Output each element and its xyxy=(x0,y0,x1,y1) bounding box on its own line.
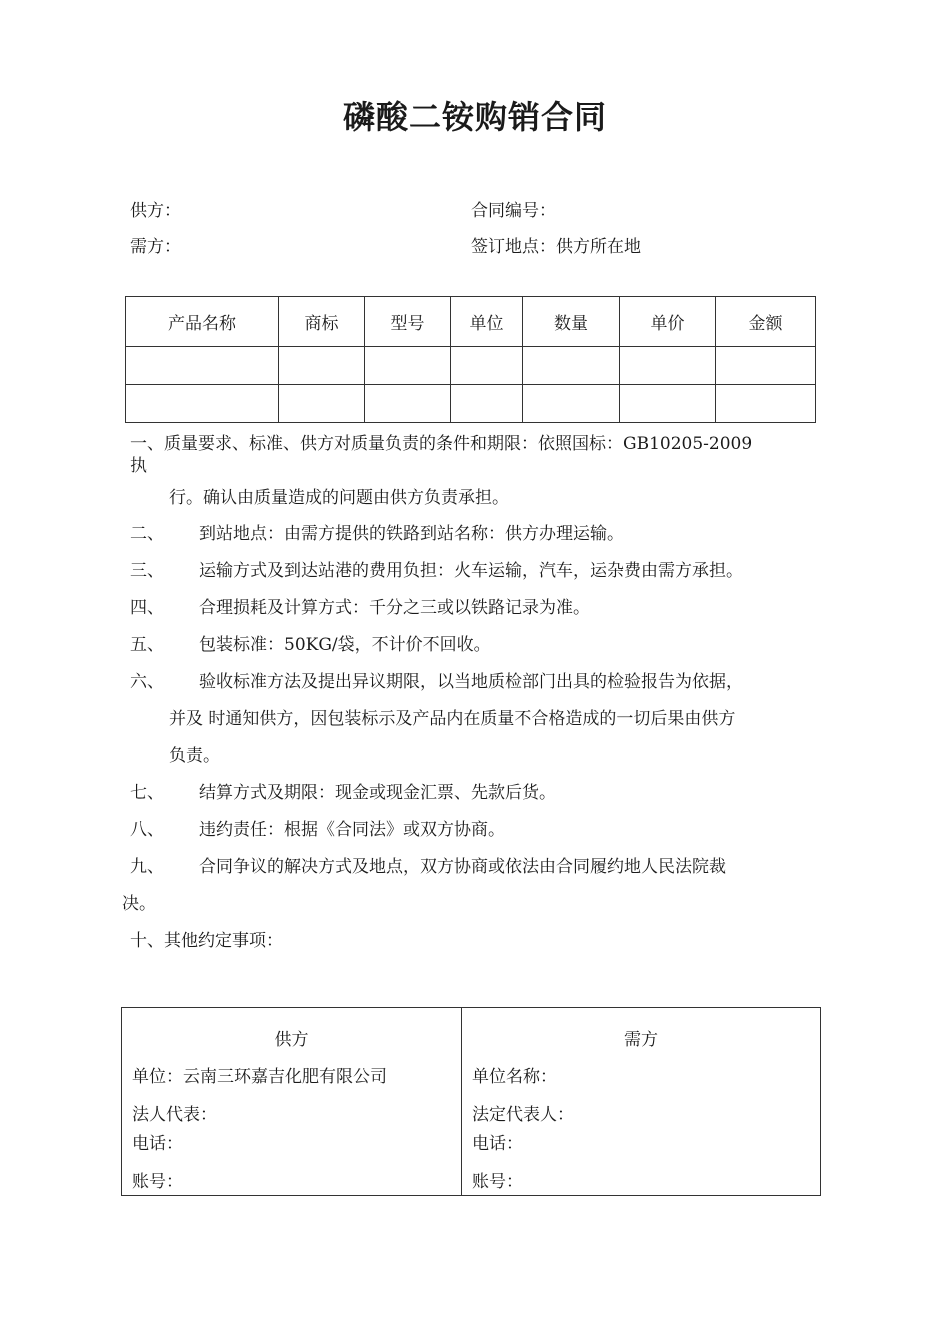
clause-9-number: 九、 xyxy=(130,857,164,877)
table-cell xyxy=(451,385,523,423)
table-row xyxy=(126,385,816,423)
supplier-signature-cell xyxy=(122,1008,462,1196)
signature-table xyxy=(121,1007,821,1196)
clause-8-number: 八、 xyxy=(130,820,164,840)
document-title: 磷酸二铵购销合同 xyxy=(342,98,607,136)
supplier-phone: 电话： xyxy=(132,1134,183,1154)
column-header: 单位 xyxy=(451,297,523,347)
clause-7-number: 七、 xyxy=(130,783,164,803)
table-cell xyxy=(620,385,716,423)
column-header: 数量 xyxy=(523,297,620,347)
clause-8-text: 违约责任：根据《合同法》或双方协商。 xyxy=(199,820,505,840)
clause-7-text: 结算方式及期限：现金或现金汇票、先款后货。 xyxy=(199,783,556,803)
signing-place: 签订地点：供方所在地 xyxy=(471,237,641,257)
clause-6-line-3: 负责。 xyxy=(169,746,220,766)
clause-1-line-1: 一、质量要求、标准、供方对质量负责的条件和期限：依照国标：GB10205-2009 xyxy=(130,434,753,454)
supplier-representative: 法人代表： xyxy=(132,1105,217,1125)
buyer-account: 账号： xyxy=(472,1172,523,1192)
buyer-phone: 电话： xyxy=(472,1134,523,1154)
clause-4-number: 四、 xyxy=(130,598,164,618)
clause-1-line-3: 行。确认由质量造成的问题由供方负责承担。 xyxy=(169,488,509,508)
table-cell xyxy=(523,385,620,423)
table-cell xyxy=(279,385,365,423)
table-cell xyxy=(716,385,816,423)
table-cell xyxy=(716,347,816,385)
column-header: 单价 xyxy=(620,297,716,347)
buyer-representative: 法定代表人： xyxy=(472,1105,574,1125)
clause-3-text: 运输方式及到达站港的费用负担：火车运输，汽车，运杂费由需方承担。 xyxy=(199,561,743,581)
column-header: 产品名称 xyxy=(126,297,279,347)
table-cell xyxy=(365,347,451,385)
table-cell xyxy=(126,347,279,385)
clause-2-number: 二、 xyxy=(130,524,164,544)
clause-5-text: 包装标准：50KG/袋，不计价不回收。 xyxy=(199,635,491,655)
product-table-header xyxy=(126,297,816,347)
buyer-heading: 需方 xyxy=(624,1030,658,1050)
contract-number-label: 合同编号： xyxy=(471,201,556,221)
supplier-unit: 单位：云南三环嘉吉化肥有限公司 xyxy=(132,1067,387,1087)
table-cell xyxy=(620,347,716,385)
table-cell xyxy=(451,347,523,385)
column-header: 金额 xyxy=(716,297,816,347)
clause-9-text: 合同争议的解决方式及地点，双方协商或依法由合同履约地人民法院裁 xyxy=(199,857,726,877)
column-header: 型号 xyxy=(365,297,451,347)
clause-6-number: 六、 xyxy=(130,672,164,692)
clause-10: 十、其他约定事项： xyxy=(130,931,283,951)
clause-2-text: 到站地点：由需方提供的铁路到站名称：供方办理运输。 xyxy=(199,524,624,544)
table-cell xyxy=(523,347,620,385)
column-header: 商标 xyxy=(279,297,365,347)
supplier-account: 账号： xyxy=(132,1172,183,1192)
table-cell xyxy=(365,385,451,423)
table-cell xyxy=(126,385,279,423)
buyer-signature-cell xyxy=(462,1008,821,1196)
table-cell xyxy=(279,347,365,385)
supplier-heading: 供方 xyxy=(274,1030,309,1050)
clause-6-line-2: 并及 时通知供方，因包装标示及产品内在质量不合格造成的一切后果由供方 xyxy=(169,709,736,729)
buyer-unit: 单位名称： xyxy=(472,1067,557,1087)
clause-6-text: 验收标准方法及提出异议期限，以当地质检部门出具的检验报告为依据， xyxy=(199,672,743,692)
clause-9-line-2: 决。 xyxy=(122,894,156,914)
product-table xyxy=(125,296,816,423)
supplier-label: 供方： xyxy=(130,201,181,221)
table-row xyxy=(126,347,816,385)
clause-5-number: 五、 xyxy=(130,635,164,655)
clause-4-text: 合理损耗及计算方式：千分之三或以铁路记录为准。 xyxy=(199,598,590,618)
clause-1-line-2: 执 xyxy=(130,456,147,476)
buyer-label: 需方： xyxy=(130,237,181,257)
clause-3-number: 三、 xyxy=(130,561,164,581)
